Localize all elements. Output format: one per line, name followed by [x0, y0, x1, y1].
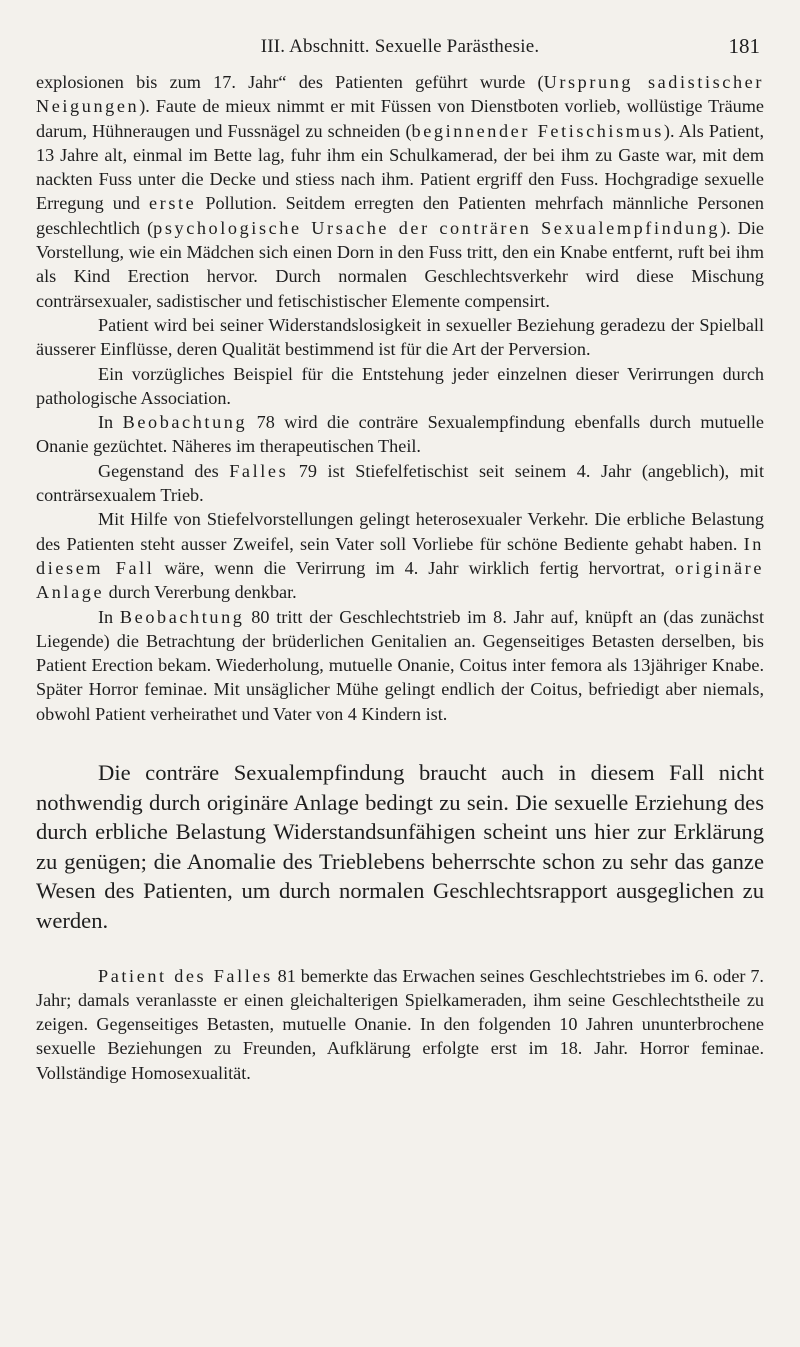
spaced-emphasis: Beobachtung	[122, 412, 248, 433]
page-number: 181	[728, 34, 760, 58]
paragraph-case-79-detail: Mit Hilfe von Stiefelvorstellungen gelingt heterosexualer Verkehr. Die erbliche Belastung des Patienten steht ausser Zweifel, sein Vater soll Vorliebe für schöne Bediente gehabt haben. In diesem Fall wäre, wenn die Verirrung im 4. Jahr wirklich fertig hervortrat, originäre Anlage durch Vererbung denkbar.	[36, 509, 764, 603]
case-notes	[36, 70, 764, 726]
paragraph-case-81: Patient des Falles 81 bemerkte das Erwachen seines Geschlechtstriebes im 6. oder 7. Jahr; damals veranlasste er einen gleichalterigen Spielkameraden, ihm seine Geschlechtstheile zu zeigen. Gegenseitiges Betasten, mutuelle Onanie. In den folgenden 10 Jahren ununterbrochene sexuelle Beziehungen zu Freunden, Aufklärung erfolgte erst im 18. Jahr. Horror feminae. Vollständige Homosexualität.	[36, 965, 764, 1083]
paragraph-association: Ein vorzügliches Beispiel für die Entstehung jeder einzelnen dieser Verirrungen durch pathologische Association.	[36, 363, 764, 408]
spaced-emphasis: Beobachtung	[119, 606, 245, 627]
spaced-emphasis: originäre Anlage	[36, 557, 764, 603]
paragraph-case-78: In Beobachtung 78 wird die conträre Sexualempfindung ebenfalls durch mutuelle Onanie gezüchtet. Näheres im therapeutischen Theil.	[36, 412, 765, 457]
running-header	[36, 30, 764, 64]
commentary	[36, 758, 764, 936]
paragraph-case-79: Gegenstand des Falles 79 ist Stiefelfetischist seit seinem 4. Jahr (angeblich), mit conträrsexualem Trieb.	[36, 460, 764, 506]
spaced-emphasis: Patient des Falles	[98, 965, 273, 986]
paragraph-spielball: Patient wird bei seiner Widerstandslosigkeit in sexueller Beziehung geradezu der Spielball äusserer Einflüsse, deren Qualität bestimmend ist für die Art der Perversion.	[36, 314, 764, 360]
spaced-emphasis: beginnender Fetischismus	[411, 120, 664, 141]
spaced-emphasis: Falles	[229, 460, 289, 481]
spaced-emphasis: psychologische Ursache der conträren Sexualempfindung	[153, 217, 721, 238]
case-81-notes	[36, 964, 764, 1085]
running-head-title: III. Abschnitt. Sexuelle Parästhesie.	[260, 36, 540, 57]
spaced-emphasis: In diesem Fall	[36, 533, 764, 578]
spaced-emphasis: Ursprung sadistischer Neigungen	[36, 72, 764, 117]
spaced-emphasis: erste	[149, 193, 197, 214]
paragraph-case-77-continuation: explosionen bis zum 17. Jahr“ des Patienten geführt wurde (Ursprung sadistischer Neigungen). Faute de mieux nimmt er mit Füssen von Dienstboten vorlieb, wollüstige Träume darum, Hühneraugen und Fussnägel zu schneiden (beginnender Fetischismus). Als Patient, 13 Jahre alt, einmal im Bette lag, fuhr ihm ein Schulkamerad, der bei ihm zu Gaste war, mit dem nackten Fuss unter die Decke und stiess nach ihm. Patient ergriff den Fuss. Hochgradige sexuelle Erregung und erste Pollution. Seitdem erregten den Patienten mehrfach männliche Personen geschlechtlich (psychologische Ursache der conträren Sexualempfindung). Die Vorstellung, wie ein Mädchen sich einen Dorn in den Fuss tritt, den ein Knabe entfernt, ruft bei ihm als Kind Erection hervor. Durch normalen Geschlechtsverkehr wird diese Mischung conträrsexualer, sadistischer und fetischistischer Elemente compensirt.	[36, 72, 764, 311]
paragraph-case-80: In Beobachtung 80 tritt der Geschlechtstrieb im 8. Jahr auf, knüpft an (das zunächst Liegende) die Betrachtung der brüderlichen Genitalien an. Gegenseitiges Betasten derselben, bis Patient Erection bekam. Wiederholung, mutuelle Onanie, Coitus inter femora als 13jähriger Knabe. Später Horror feminae. Mit unsäglicher Mühe gelingt endlich der Coitus, befriedigt aber niemals, obwohl Patient verheirathet und Vater von 4 Kindern ist.	[36, 606, 765, 724]
paragraph-commentary: Die conträre Sexualempfindung braucht auch in diesem Fall nicht nothwendig durch originäre Anlage bedingt zu sein. Die sexuelle Erziehung des durch erbliche Belastung Widerstandsunfähigen scheint uns hier zur Erklärung zu genügen; die Anomalie des Trieblebens beherrschte schon zu sehr das ganze Wesen des Patienten, um durch normalen Geschlechtsrapport ausgeglichen zu werden.	[36, 760, 764, 933]
